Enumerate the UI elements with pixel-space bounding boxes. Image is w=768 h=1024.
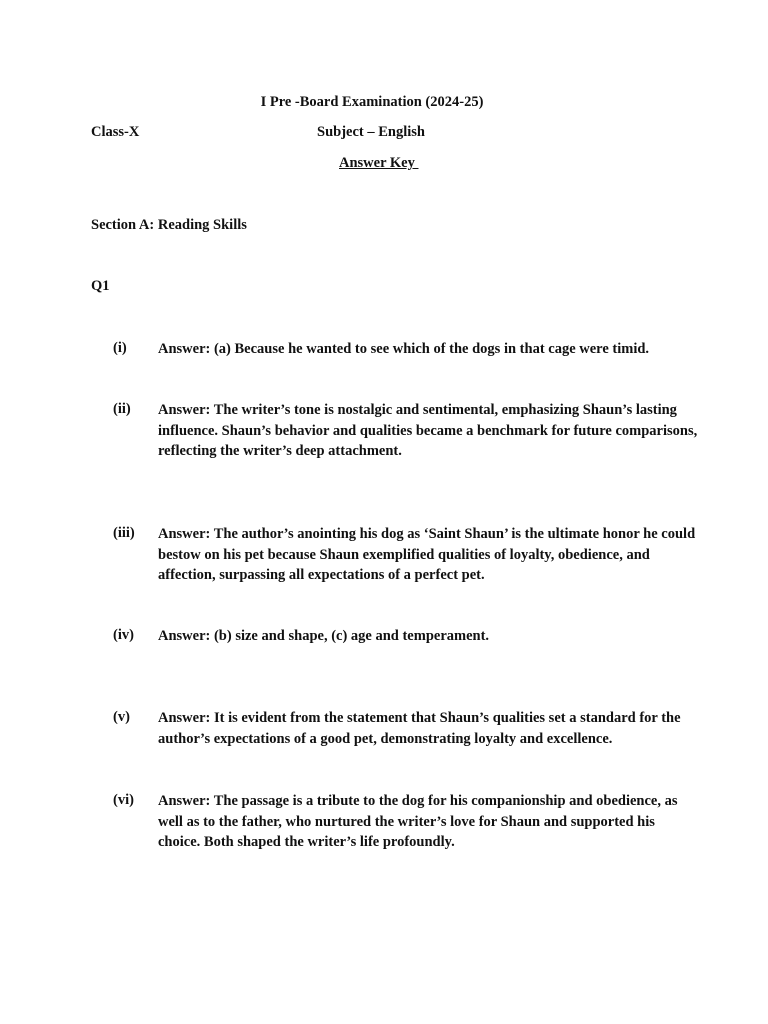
question-label: Q1 xyxy=(91,278,110,294)
answer-text: Answer: The writer’s tone is nostalgic and sentimental, emphasizing Shaun’s lasting influence. Shaun’s behavior and qualities became a benchmark for future comparisons, reflecting the writer’s deep attachment. xyxy=(158,402,698,459)
answer-number: (iv) xyxy=(113,627,134,643)
answer-key-heading: Answer Key xyxy=(339,155,419,171)
answer-text: Answer: (a) Because he wanted to see which of the dogs in that cage were timid. xyxy=(158,341,650,357)
answer-text: Answer: (b) size and shape, (c) age and temperament. xyxy=(158,628,490,644)
class-label: Class-X xyxy=(91,124,140,140)
subject-label: Subject – English xyxy=(317,124,425,140)
answer-number: (i) xyxy=(113,340,127,356)
answer-number: (iii) xyxy=(113,525,135,541)
answer-text: Answer: It is evident from the statement that Shaun’s qualities set a standard for the author’s expectations of a good pet, demonstrating loyalty and excellence. xyxy=(158,710,681,747)
answer-text: Answer: The passage is a tribute to the dog for his companionship and obedience, as well as to the father, who nurtured the writer’s love for Shaun and supported his choice. Both shaped the writer’s life profoundly. xyxy=(158,793,678,850)
section-heading: Section A: Reading Skills xyxy=(91,217,247,233)
answer-text: Answer: The author’s anointing his dog as ‘Saint Shaun’ is the ultimate honor he could bestow on his pet because Shaun exemplified qualities of loyalty, obedience, and affection, surpassing all expectations of a perfect pet. xyxy=(158,526,696,583)
answer-number: (v) xyxy=(113,709,130,725)
answer-number: (ii) xyxy=(113,401,131,417)
answer-number: (vi) xyxy=(113,792,134,808)
exam-title: I Pre -Board Examination (2024-25) xyxy=(260,94,484,110)
